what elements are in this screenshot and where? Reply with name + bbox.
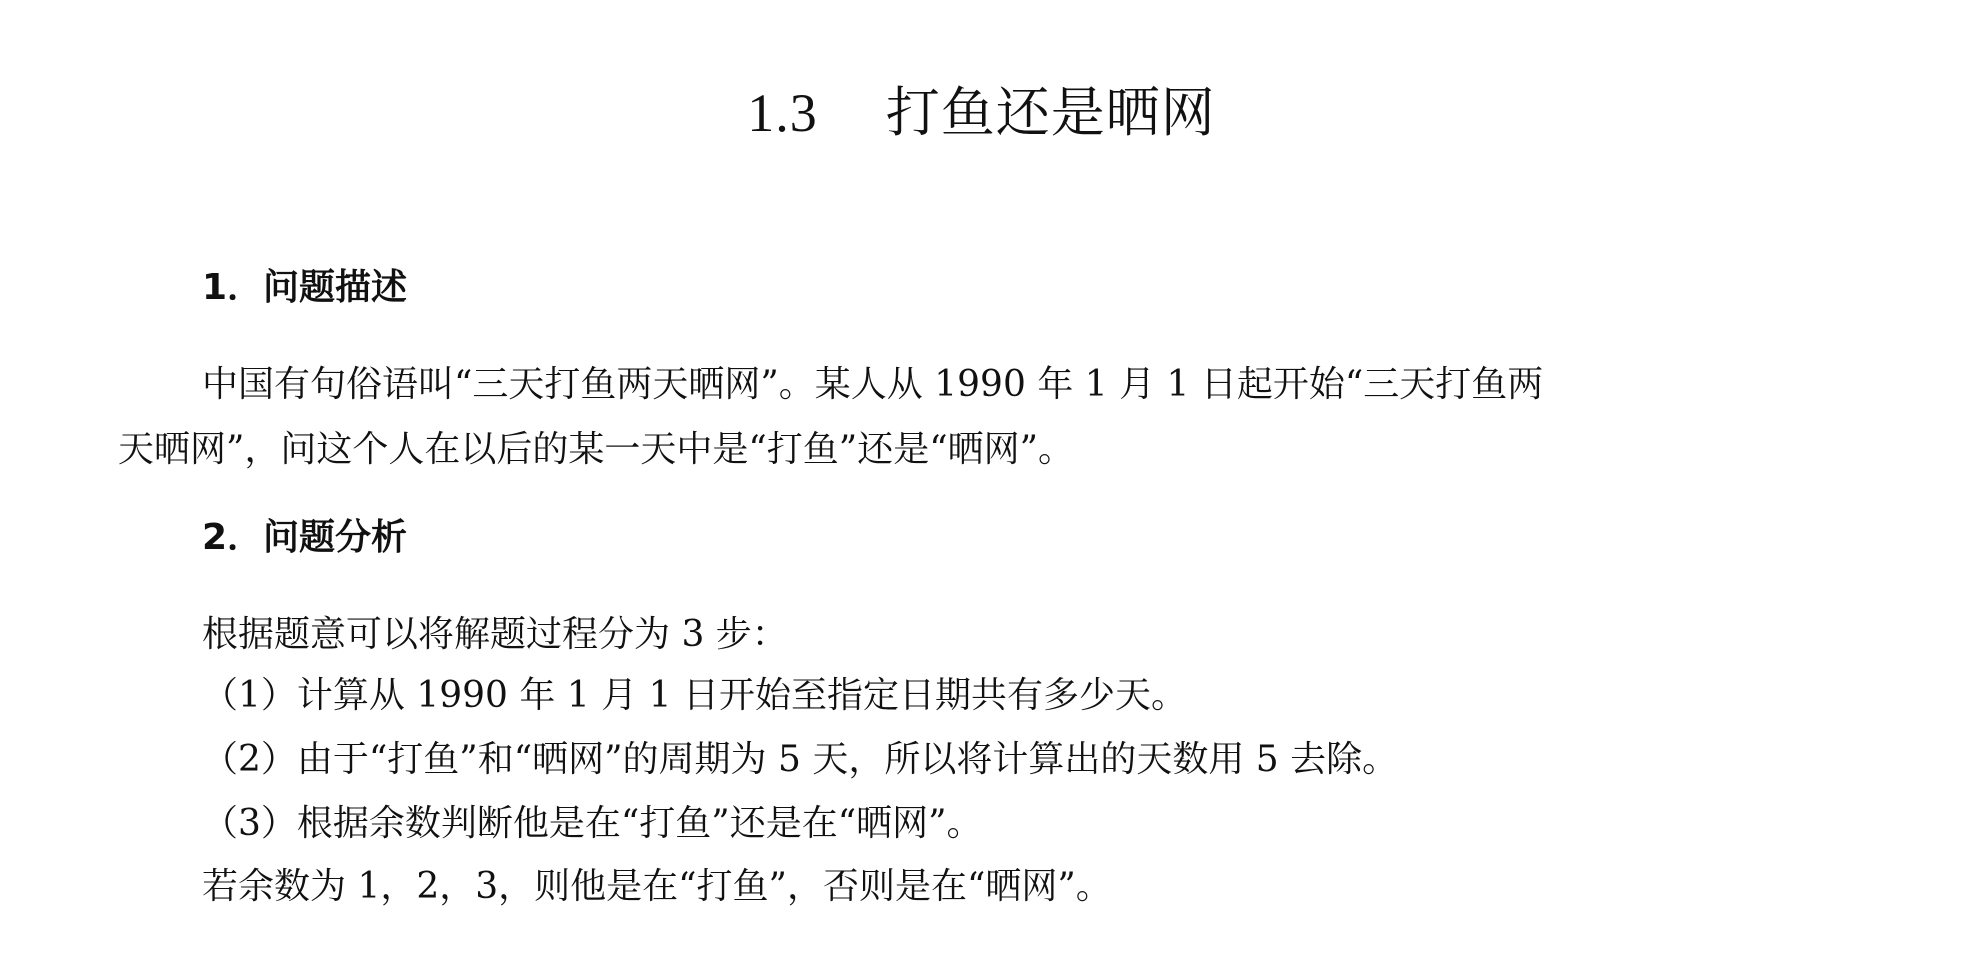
paragraph-line: 中国有句俗语叫“三天打鱼两天晒网”。某人从 1990 年 1 月 1 日起开始“三天打鱼两 xyxy=(202,364,1544,405)
analysis-line: （3）根据余数判断他是在“打鱼”还是在“晒网”。 xyxy=(202,803,983,844)
title-text: 打鱼还是晒网 xyxy=(885,81,1216,144)
title-number: 1.3 xyxy=(747,83,818,143)
analysis-line: （1）计算从 1990 年 1 月 1 日开始至指定日期共有多少天。 xyxy=(202,675,1187,716)
section-heading-problem-analysis: 2．问题分析 xyxy=(202,517,408,558)
analysis-line: 若余数为 1，2，3，则他是在“打鱼”，否则是在“晒网”。 xyxy=(202,866,1112,907)
section-heading-problem-description: 1．问题描述 xyxy=(202,267,408,308)
analysis-line: 根据题意可以将解题过程分为 3 步： xyxy=(202,614,788,655)
analysis-line: （2）由于“打鱼”和“晒网”的周期为 5 天，所以将计算出的天数用 5 去除。 xyxy=(202,739,1399,780)
page-title xyxy=(0,81,1963,144)
paragraph-line: 天晒网”，问这个人在以后的某一天中是“打鱼”还是“晒网”。 xyxy=(118,429,1075,470)
